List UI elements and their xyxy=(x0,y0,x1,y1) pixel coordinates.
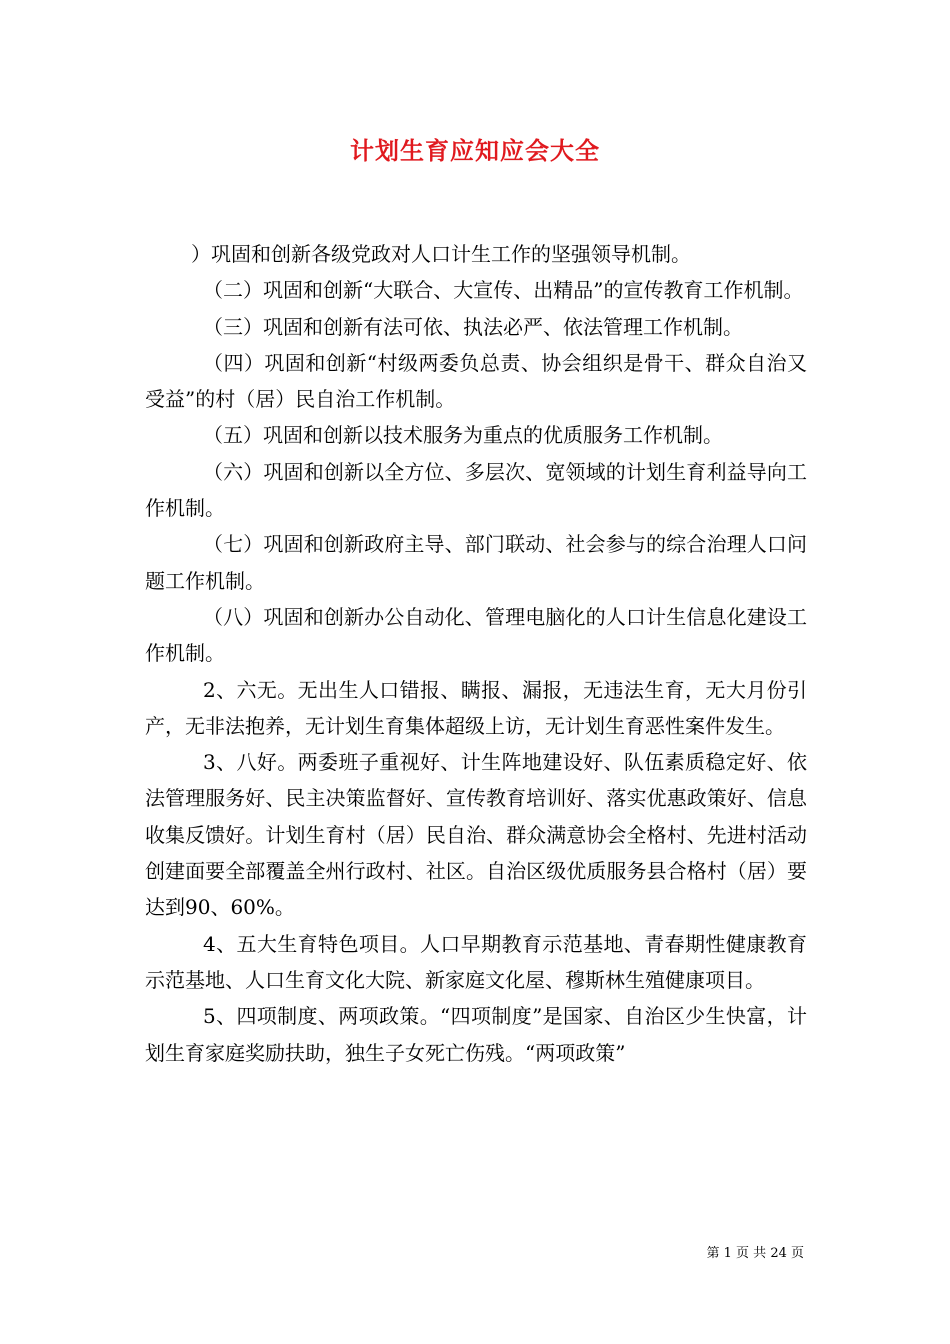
document-title: 计划生育应知应会大全 xyxy=(350,136,600,165)
paragraph: （五）巩固和创新以技术服务为重点的优质服务工作机制。 xyxy=(203,423,723,448)
paragraph: 4、五大生育特色项目。人口早期教育示范基地、青春期性健康教育示范基地、人口生育文化大院、新家庭文化屋、穆斯林生殖健康项目。 xyxy=(145,931,807,992)
paragraph: （八）巩固和创新办公自动化、管理电脑化的人口计生信息化建设工作机制。 xyxy=(145,604,807,666)
paragraph: （四）巩固和创新“村级两委负总责、协会组织是骨干、群众自治又受益”的村（居）民自治工作机制。 xyxy=(145,350,807,412)
document-body xyxy=(145,236,807,1071)
paragraph: （六）巩固和创新以全方位、多层次、宽领域的计划生育利益导向工作机制。 xyxy=(145,459,807,521)
paragraph: ）巩固和创新各级党政对人口计生工作的坚强领导机制。 xyxy=(191,242,691,266)
paragraph: （三）巩固和创新有法可依、执法必严、依法管理工作机制。 xyxy=(203,314,743,339)
paragraph: 5、四项制度、两项政策。“四项制度”是国家、自治区少生快富，计划生育家庭奖励扶助，独生子女死亡伤残。“两项政策” xyxy=(145,1004,807,1065)
paragraph: （二）巩固和创新“大联合、大宣传、出精品”的宣传教育工作机制。 xyxy=(203,278,804,303)
page-number: 第 1 页 共 24 页 xyxy=(706,1246,804,1261)
paragraph: 3、八好。两委班子重视好、计生阵地建设好、队伍素质稳定好、依法管理服务好、民主决策监督好、宣传教育培训好、落实优惠政策好、信息收集反馈好。计划生育村（居）民自治、群众满意协会全格村、先进村活动创建面要全部覆盖全州行政村、社区。自治区级优质服务县合格村（居）要达到90、60%。 xyxy=(145,750,807,920)
paragraph: （七）巩固和创新政府主导、部门联动、社会参与的综合治理人口问题工作机制。 xyxy=(145,532,807,593)
paragraph: 2、六无。无出生人口错报、瞒报、漏报，无违法生育，无大月份引产，无非法抱养，无计划生育集体超级上访，无计划生育恶性案件发生。 xyxy=(145,677,807,738)
